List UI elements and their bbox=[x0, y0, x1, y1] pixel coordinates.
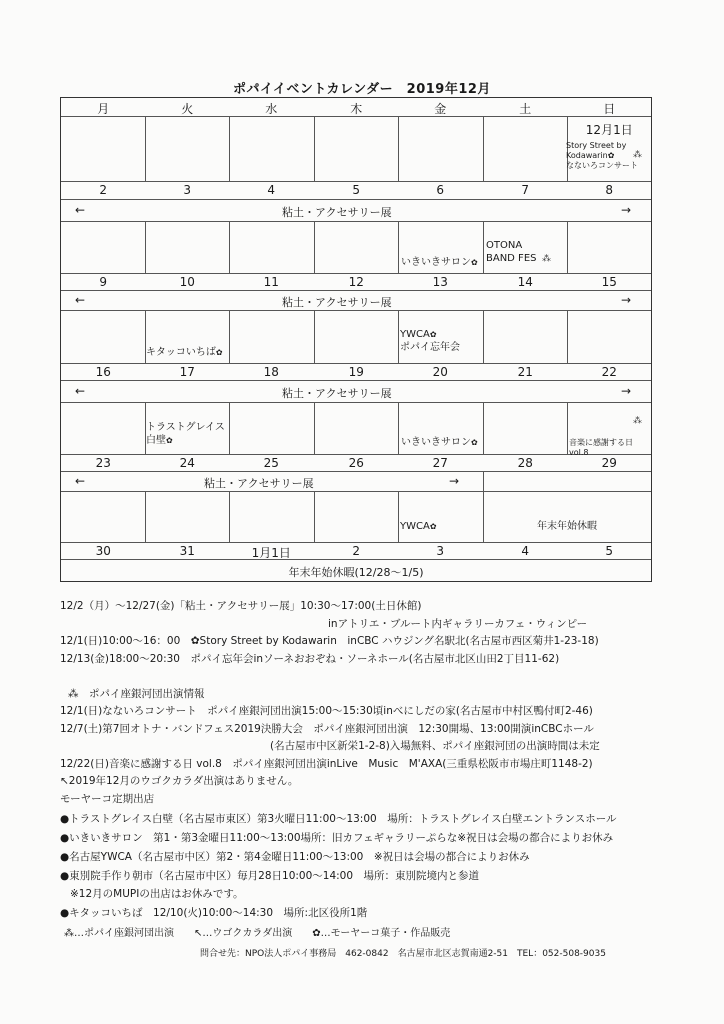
day-number: 31 bbox=[179, 544, 195, 558]
day-number: 17 bbox=[179, 365, 195, 379]
new-year-holiday: 年末年始休暇 bbox=[537, 521, 597, 532]
note-kitakko: ●キタッコいちば 12/10(火)10:00〜14:30 場所:北区役所1階 bbox=[60, 907, 368, 919]
event-otona-band-fes: OTONA BAND FES bbox=[486, 240, 537, 264]
day-number: 2 bbox=[352, 544, 361, 558]
exhibition-label: 粘土・アクセサリー展 bbox=[282, 206, 392, 219]
day-number: 5 bbox=[352, 183, 361, 197]
section-heading-ginga: ⁂ ポパイ座銀河団出演情報 bbox=[68, 688, 205, 700]
day-number: 21 bbox=[517, 365, 533, 379]
note-band-fes: 12/7(土)第7回オトナ・バンドフェス2019決勝大会 ポパイ座銀河団出演 12:30開場、13:00開演inCBCホール bbox=[60, 723, 594, 735]
day-number: 2 bbox=[99, 183, 108, 197]
weekday-header: 月 bbox=[97, 102, 110, 116]
note-exhibition-venue: inアトリエ・ブルート内ギャラリーカフェ・ウィンピー bbox=[328, 618, 588, 630]
calendar-grid bbox=[60, 97, 652, 582]
day-number: 12 bbox=[348, 275, 364, 289]
event-trust-grace: トラストグレイス 白壁✿ bbox=[146, 422, 225, 446]
note-band-fes-detail: (名古屋市中区新栄1-2-8)入場無料、ポパイ座銀河団の出演時間は未定 bbox=[270, 740, 600, 752]
note-bonenkai: 12/13(金)18:00〜20:30 ポパイ忘年会inソーネおおぞね・ソーネホール(名古屋市北区山田2丁目11-62) bbox=[60, 653, 560, 665]
star-icon: ⁂ bbox=[633, 416, 642, 426]
day-number: 30 bbox=[95, 544, 111, 558]
moyako-icon: ✿ bbox=[429, 330, 437, 339]
exhibition-label: 粘土・アクセサリー展 bbox=[282, 387, 392, 400]
day-number: 5 bbox=[605, 544, 614, 558]
day-number: 12月1日 bbox=[585, 123, 633, 137]
day-number: 29 bbox=[601, 456, 617, 470]
day-number: 23 bbox=[95, 456, 111, 470]
event-ywca: YWCA✿ bbox=[400, 521, 437, 532]
event-ywca-bonenkai: YWCA✿ ポパイ忘年会 bbox=[400, 329, 460, 353]
note-trust-grace: ●トラストグレイス白壁（名古屋市東区）第3火曜日11:00〜13:00 場所：トラストグレイス白壁エントランスホール bbox=[60, 813, 617, 825]
day-number: 11 bbox=[263, 275, 279, 289]
weekday-header: 火 bbox=[181, 102, 194, 116]
event-ikiiki-salon: いきいきサロン✿ bbox=[401, 257, 478, 268]
arrow-right: → bbox=[621, 203, 632, 217]
event-music-thanks-day: 音楽に感謝する日vol.8 bbox=[569, 438, 633, 457]
weekday-header: 日 bbox=[603, 102, 616, 116]
weekday-header: 金 bbox=[434, 102, 447, 116]
arrow-left: ← bbox=[75, 203, 86, 217]
day-number: 28 bbox=[517, 456, 533, 470]
note-mupi: ※12月のMUPIの出店はお休みです。 bbox=[70, 888, 244, 900]
event-story-street: Story Street by Kodawarin✿ なないろコンサート bbox=[566, 141, 638, 170]
event-kitakko-ichiba: キタッコいちば✿ bbox=[146, 347, 223, 358]
legend: ⁂…ポパイ座銀河団出演 ↖…ウゴクカラダ出演 ✿…モーヤーコ菓子・作品販売 bbox=[64, 928, 451, 939]
note-exhibition: 12/2（月）〜12/27(金)「粘土・アクセサリー展」10:30〜17:00(土日休館) bbox=[60, 600, 422, 612]
day-number: 6 bbox=[436, 183, 445, 197]
moyako-icon: ✿ bbox=[607, 151, 615, 160]
day-number: 14 bbox=[517, 275, 533, 289]
arrow-left: ← bbox=[75, 474, 86, 488]
weekday-header: 木 bbox=[350, 102, 363, 116]
day-number: 10 bbox=[179, 275, 195, 289]
moyako-icon: ✿ bbox=[471, 258, 478, 267]
day-number: 9 bbox=[99, 275, 108, 289]
event-ikiiki-salon: いきいきサロン✿ bbox=[401, 437, 478, 448]
day-number: 13 bbox=[432, 275, 448, 289]
day-number: 1月1日 bbox=[251, 546, 291, 560]
day-number: 16 bbox=[95, 365, 111, 379]
holiday-period: 年末年始休暇(12/28〜1/5) bbox=[288, 566, 424, 579]
moyako-icon: ✿ bbox=[429, 522, 437, 531]
note-ikiiki: ●いきいきサロン 第1・第3金曜日11:00〜13:00場所：旧カフェギャラリーぷらな※祝日は会場の都合によりお休み bbox=[60, 832, 614, 844]
day-number: 27 bbox=[432, 456, 448, 470]
moyako-icon: ✿ bbox=[166, 436, 173, 445]
day-number: 26 bbox=[348, 456, 364, 470]
arrow-left: ← bbox=[75, 384, 86, 398]
arrow-right: → bbox=[621, 293, 632, 307]
weekday-header: 水 bbox=[265, 102, 278, 116]
section-heading-moyako: モーヤーコ定期出店 bbox=[60, 793, 155, 805]
day-number: 3 bbox=[436, 544, 445, 558]
day-number: 24 bbox=[179, 456, 195, 470]
note-ywca: ●名古屋YWCA（名古屋市中区）第2・第4金曜日11:00〜13:00 ※祝日は会場の都合によりお休み bbox=[60, 851, 530, 863]
weekday-header: 土 bbox=[519, 102, 532, 116]
note-story-street: 12/1(日)10:00〜16：00 ✿Story Street by Kodawarin inCBC ハウジング名駅北(名古屋市西区菊井1-23-18) bbox=[60, 635, 599, 647]
day-number: 8 bbox=[605, 183, 614, 197]
page-title: ポパイイベントカレンダー 2019年12月 bbox=[233, 82, 491, 97]
arrow-right: → bbox=[621, 384, 632, 398]
star-icon: ⁂ bbox=[633, 150, 642, 160]
exhibition-label: 粘土・アクセサリー展 bbox=[204, 477, 314, 490]
day-number: 15 bbox=[601, 275, 617, 289]
note-higashibetsuin: ●東別院手作り朝市（名古屋市中区）毎月28日10:00〜14:00 場所：東別院境内と参道 bbox=[60, 870, 480, 882]
arrow-right: → bbox=[449, 474, 460, 488]
day-number: 7 bbox=[521, 183, 530, 197]
arrow-left: ← bbox=[75, 293, 86, 307]
day-number: 4 bbox=[521, 544, 530, 558]
moyako-icon: ✿ bbox=[215, 348, 223, 357]
day-number: 19 bbox=[348, 365, 364, 379]
exhibition-label: 粘土・アクセサリー展 bbox=[282, 296, 392, 309]
note-ugoku: ↖2019年12月のウゴクカラダ出演はありません。 bbox=[60, 775, 299, 787]
day-number: 18 bbox=[263, 365, 279, 379]
day-number: 25 bbox=[263, 456, 279, 470]
star-icon: ⁂ bbox=[542, 254, 551, 264]
contact-info: 問合せ先：NPO法人ポパイ事務局 462-0842 名古屋市北区志賀南通2-51 TEL：052-508-9035 bbox=[200, 949, 606, 959]
moyako-icon: ✿ bbox=[471, 438, 478, 447]
day-number: 22 bbox=[601, 365, 617, 379]
day-number: 3 bbox=[183, 183, 192, 197]
day-number: 4 bbox=[267, 183, 276, 197]
note-nanairo: 12/1(日)なないろコンサート ポパイ座銀河団出演15:00〜15:30頃inべにしだの家(名古屋市中村区鴨付町2-46) bbox=[60, 705, 593, 717]
note-music-day: 12/22(日)音楽に感謝する日 vol.8 ポパイ座銀河団出演inLive Music M'AXA(三重県松阪市市場庄町1148-2) bbox=[60, 758, 593, 770]
day-number: 20 bbox=[432, 365, 448, 379]
